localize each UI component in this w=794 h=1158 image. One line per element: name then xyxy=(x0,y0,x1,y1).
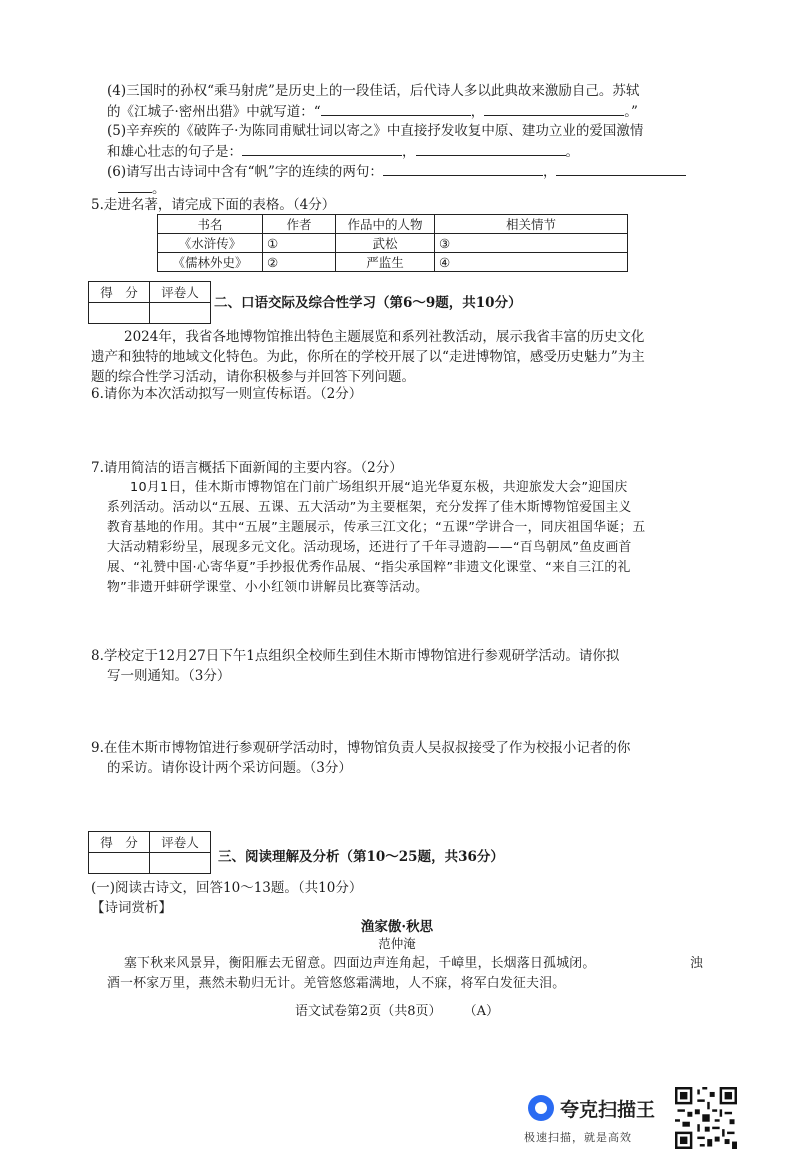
table-cell-answer[interactable]: ③ xyxy=(435,234,628,253)
news-line: 展、“礼赞中国·心寄华夏”手抄报优秀作品展、“指尖承国粹”非遗文化课堂、“来自三江的礼 xyxy=(107,560,631,575)
section-2-title: 二、口语交际及综合性学习（第6～9题，共10分） xyxy=(214,295,522,311)
reviewer-input[interactable] xyxy=(150,303,211,324)
score-box xyxy=(88,831,211,874)
score-label: 得 分 xyxy=(89,282,150,303)
qr-code-icon xyxy=(675,1087,737,1149)
scanner-brand: 夸克扫描王 xyxy=(560,1099,656,1121)
section-3-title: 三、阅读理解及分析（第10～25题，共36分） xyxy=(218,849,504,865)
score-input[interactable] xyxy=(89,303,150,324)
answer-blank[interactable] xyxy=(321,101,471,116)
table-row xyxy=(158,253,628,272)
table-cell-answer[interactable]: ④ xyxy=(435,253,628,272)
answer-blank[interactable] xyxy=(383,161,543,176)
q4-item5-line1: (5)辛弃疾的《破阵子·为陈同甫赋壮词以寄之》中直接抒发收复中原、建功立业的爱国激情 xyxy=(107,123,644,139)
answer-blank[interactable] xyxy=(556,161,686,176)
q4-item4-line2: 的《江城子·密州出猎》中就写道：“ ， 。” xyxy=(107,101,638,122)
poem-title: 渔家傲·秋思 xyxy=(360,919,434,935)
score-box xyxy=(88,281,211,324)
answer-blank[interactable] xyxy=(416,141,566,156)
section-2-intro: 2024年，我省各地博物馆推出特色主题展览和系列社教活动，展示我省丰富的历史文化 xyxy=(124,329,645,345)
poem-line-tail: 浊 xyxy=(690,956,704,971)
table-row xyxy=(158,234,628,253)
question-9: 的采访。请你设计两个采访问题。（3分） xyxy=(107,760,352,776)
table-header: 作者 xyxy=(263,215,336,234)
table-cell-answer[interactable]: ② xyxy=(263,253,336,272)
answer-blank[interactable] xyxy=(484,101,624,116)
news-line: 系列活动。活动以“五展、五课、五大活动”为主要框架，充分发挥了佳木斯博物馆爱国主义 xyxy=(107,500,632,515)
question-6: 6.请你为本次活动拟写一则宣传标语。（2分） xyxy=(91,386,363,402)
poetry-label: 【诗词赏析】 xyxy=(91,900,172,916)
question-9: 9.在佳木斯市博物馆进行参观研学活动时，博物馆负责人吴叔叔接受了作为校报小记者的你 xyxy=(91,740,631,756)
scanner-logo-icon xyxy=(528,1095,554,1121)
q4-item5-line2: 和雄心壮志的句子是： ， 。 xyxy=(107,141,579,162)
answer-blank[interactable] xyxy=(118,178,152,193)
classics-table xyxy=(157,214,628,272)
poem-author: 范仲淹 xyxy=(378,936,416,951)
question-8: 8.学校定于12月27日下午1点组织全校师生到佳木斯市博物馆进行参观研学活动。请你拟 xyxy=(91,648,620,664)
question-7: 7.请用简洁的语言概括下面新闻的主要内容。（2分） xyxy=(91,460,403,476)
q5-prompt: 5.走进名著，请完成下面的表格。（4分） xyxy=(91,197,336,213)
scanner-slogan: 极速扫描，就是高效 xyxy=(524,1131,632,1144)
poem-line: 酒一杯家万里，燕然未勒归无计。羌管悠悠霜满地，人不寐，将军白发征夫泪。 xyxy=(107,976,566,991)
table-cell: 严监生 xyxy=(336,253,435,272)
q4-item4-line1: (4)三国时的孙权“乘马射虎”是历史上的一段佳话，后代诗人多以此典故来激励自己。苏轼 xyxy=(107,83,640,99)
table-header: 书名 xyxy=(158,215,263,234)
news-line: 物”非遗开蚌研学课堂、小小红领巾讲解员比赛等活动。 xyxy=(107,580,429,595)
news-line: 教育基地的作用。其中“五展”主题展示，传承三江文化；“五课”学讲合一，同庆祖国华诞；五 xyxy=(107,520,646,535)
table-cell: 武松 xyxy=(336,234,435,253)
table-header: 作品中的人物 xyxy=(336,215,435,234)
q4-item6-line1: (6)请写出古诗词中含有“帆”字的连续的两句： ， xyxy=(107,161,686,182)
section-2-intro: 题的综合性学习活动，请你积极参与并回答下列问题。 xyxy=(91,369,415,385)
score-input[interactable] xyxy=(89,853,150,874)
news-line: 10月1日，佳木斯市博物馆在门前广场组织开展“追光华夏东极，共迎旅发大会”迎国庆 xyxy=(130,480,628,495)
table-cell: 《水浒传》 xyxy=(158,234,263,253)
poem-line: 塞下秋来风景异，衡阳雁去无留意。四面边声连角起，千嶂里，长烟落日孤城闭。 xyxy=(124,956,596,971)
version-label: （A） xyxy=(463,1004,500,1019)
reviewer-label: 评卷人 xyxy=(150,832,211,853)
page-footer xyxy=(0,1000,794,1019)
news-line: 大活动精彩纷呈，展现多元文化。活动现场，还进行了千年寻遗韵——“百鸟朝凤”鱼皮画首 xyxy=(107,540,632,555)
section-2-intro: 遗产和独特的地域文化特色。为此，你所在的学校开展了以“走进博物馆，感受历史魅力”为主 xyxy=(91,349,645,365)
table-cell-answer[interactable]: ① xyxy=(263,234,336,253)
table-cell: 《儒林外史》 xyxy=(158,253,263,272)
answer-blank[interactable] xyxy=(242,141,402,156)
reviewer-label: 评卷人 xyxy=(150,282,211,303)
q4-item6-line2: 。 xyxy=(118,178,166,199)
table-header-row xyxy=(158,215,628,234)
reviewer-input[interactable] xyxy=(150,853,211,874)
part-1-heading: (一)阅读古诗文，回答10～13题。（共10分） xyxy=(91,880,363,896)
question-8: 写一则通知。（3分） xyxy=(107,668,231,684)
page-label: 语文试卷第2页（共8页） xyxy=(294,1004,442,1019)
table-header: 相关情节 xyxy=(435,215,628,234)
score-label: 得 分 xyxy=(89,832,150,853)
